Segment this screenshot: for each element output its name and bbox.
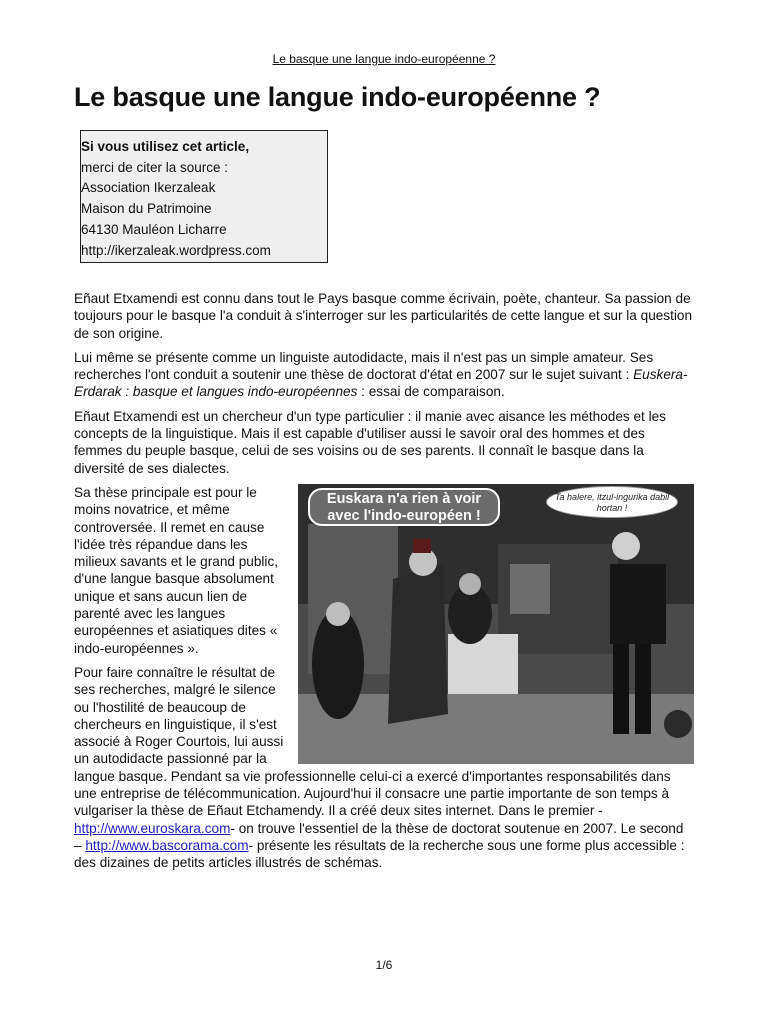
paragraph-text: : essai de comparaison. (357, 384, 505, 400)
paragraph (74, 349, 694, 401)
citation-line: Si vous utilisez cet article, (81, 139, 250, 154)
thought-bubble: Ta halere, itzul-ingurika dabil hortan ! (546, 486, 678, 518)
citation-line: Maison du Patrimoine (81, 201, 212, 217)
bascorama-link[interactable]: http://www.bascorama.com (85, 837, 249, 853)
running-header: Le basque une langue indo-européenne ? (272, 52, 496, 66)
article-body (74, 290, 694, 879)
citation-line: merci de citer la source : (81, 159, 229, 175)
page-title: Le basque une langue indo-européenne ? (74, 82, 601, 112)
speech-bubble: Euskara n'a rien à voir avec l'indo-européen ! (308, 488, 500, 526)
illustration-image (298, 484, 694, 764)
illustration-scene (298, 484, 694, 764)
paragraph: Eñaut Etxamendi est un chercheur d'un type particulier : il manie avec aisance les méthodes et les concepts de la linguistique. Mais il est capable d'utiliser aussi le savoir oral des hommes et des femmes du peuple basque, celui de ses voisins ou de ses parents. Il connaît le basque dans la diversité de ses dialectes. (74, 408, 666, 476)
paragraph-text: Pour faire connaître le résultat de ses recherches, malgré le silence ou l'hostilité de beaucoup de chercheurs en linguistique, il s'est associé à Roger Courtois, lui aussi un autodidacte passionné par la langue basque. Pendant sa vie professionnelle celui-ci a exercé d'importantes responsabilités dans une entreprise de télécommunication. Aujourd'hui il consacre une partie importante de son temps à vulgariser la thèse de Eñaut Etchamendy. Il a créé deux sites internet. Dans le premier - (74, 664, 671, 819)
citation-url: http://ikerzaleak.wordpress.com (81, 242, 271, 258)
citation-box (80, 130, 328, 263)
paragraph: Eñaut Etxamendi est connu dans tout le Pays basque comme écrivain, poète, chanteur. Sa passion de toujours pour le basque l'a conduit à s'interroger sur les particularités de cette langue et sur la question de son origine. (74, 291, 693, 341)
thesis-title: Euskera-Erdarak : basque et langues indo-européennes (74, 367, 688, 400)
paragraph-text: Lui même se présente comme un linguiste autodidacte, mais il n'est pas un simple amateur. Ses recherches l'ont conduit a soutenir une thèse de doctorat d'état en 2007 sur le sujet suivant : (74, 349, 654, 383)
paragraph-text: - présente les résultats de la recherche sous une forme plus accessible : des dizaines de petits articles illustrés de schémas. (74, 837, 685, 871)
page-number: 1/6 (375, 958, 393, 972)
citation-line: Association Ikerzaleak (81, 180, 216, 196)
paragraph-text: - on trouve l'essentiel de la thèse de doctorat soutenue en 2007. Le second – (74, 820, 684, 853)
paragraph: Sa thèse principale est pour le moins novatrice, et même controversée. Il remet en cause l'idée très répandue dans les milieux savants et le grand public, d'une langue basque absolument unique et sans aucun lien de parenté avec les langues européennes et asiatiques dites « indo-européennes ». (74, 484, 279, 656)
euroskara-link[interactable]: http://www.euroskara.com (74, 820, 231, 836)
citation-line: 64130 Mauléon Licharre (81, 221, 227, 237)
